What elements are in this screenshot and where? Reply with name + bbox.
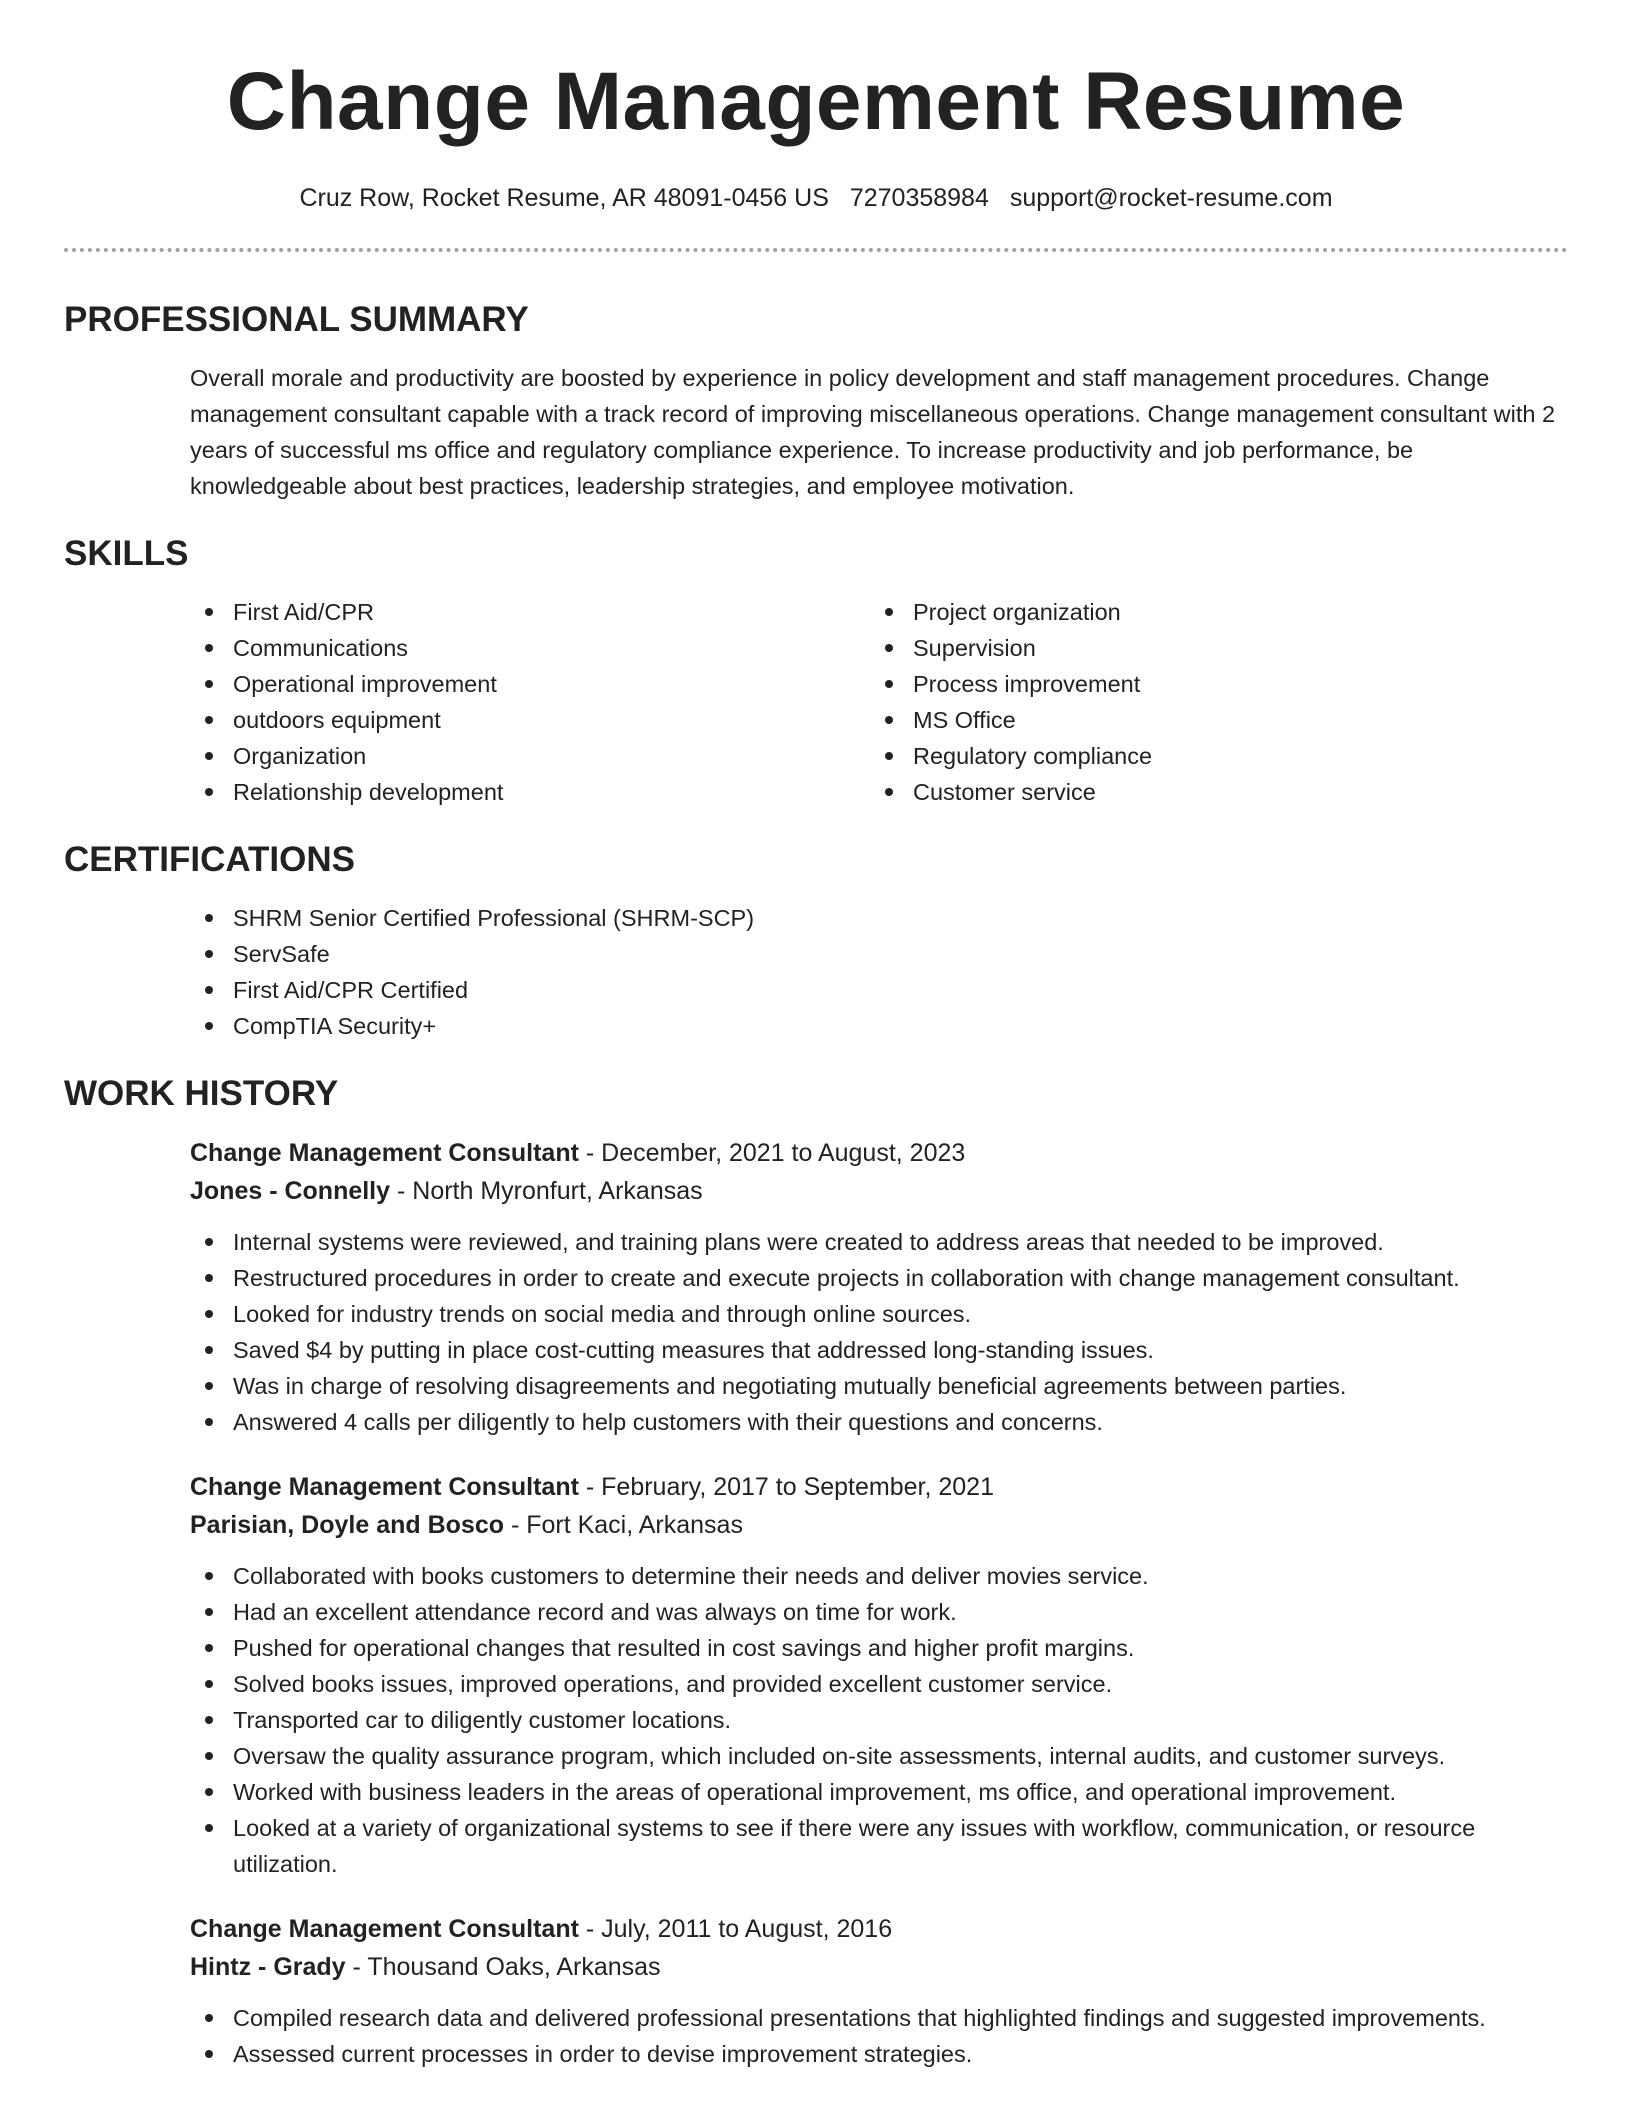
skills-list xyxy=(190,594,1568,810)
skill-item: outdoors equipment xyxy=(190,702,870,738)
summary-text: Overall morale and productivity are boosted by experience in policy development and staff management procedures. Change management consultant capable with a track record of improving miscellaneous operations. Change management consultant with 2 years of successful ms office and regulatory compliance experience. To increase productivity and job performance, be knowledgeable about best practices, leadership strategies, and employee motivation. xyxy=(190,365,1556,499)
contact-address: Cruz Row, Rocket Resume, AR 48091-0456 US xyxy=(299,184,829,212)
certifications-heading: CERTIFICATIONS xyxy=(64,840,356,879)
job-bullets xyxy=(190,1224,1568,1440)
job-company: Jones - Connelly xyxy=(190,1177,391,1205)
job-entry xyxy=(190,1134,1568,1440)
certification-item: CompTIA Security+ xyxy=(190,1008,1568,1044)
job-bullet: Worked with business leaders in the areas of operational improvement, ms office, and operational improvement. xyxy=(190,1774,1568,1810)
skill-item: Process improvement xyxy=(870,666,1550,702)
job-dates: - July, 2011 to August, 2016 xyxy=(578,1915,893,1943)
skill-item: Supervision xyxy=(870,630,1550,666)
job-company-line xyxy=(190,1172,1568,1210)
job-bullet: Internal systems were reviewed, and training plans were created to address areas that needed to be improved. xyxy=(190,1224,1568,1260)
skill-item: Operational improvement xyxy=(190,666,870,702)
job-bullet: Was in charge of resolving disagreements and negotiating mutually beneficial agreements between parties. xyxy=(190,1368,1568,1404)
job-role: Change Management Consultant xyxy=(190,1473,579,1501)
skill-item: Customer service xyxy=(870,774,1550,810)
skill-item: Regulatory compliance xyxy=(870,738,1550,774)
job-company: Parisian, Doyle and Bosco xyxy=(190,1511,504,1539)
job-bullet: Oversaw the quality assurance program, which included on-site assessments, internal audits, and customer surveys. xyxy=(190,1738,1568,1774)
job-company-line xyxy=(190,1948,1568,1986)
job-role: Change Management Consultant xyxy=(190,1915,579,1943)
job-bullet: Compiled research data and delivered professional presentations that highlighted findings and suggested improvements. xyxy=(190,2000,1568,2036)
job-role: Change Management Consultant xyxy=(190,1139,579,1167)
job-dates: - February, 2017 to September, 2021 xyxy=(578,1473,994,1501)
job-bullet: Had an excellent attendance record and was always on time for work. xyxy=(190,1594,1568,1630)
contact-line xyxy=(64,180,1568,216)
header-divider xyxy=(64,248,1568,252)
job-bullet: Looked at a variety of organizational systems to see if there were any issues with workflow, communication, or resource utilization. xyxy=(190,1810,1568,1882)
job-title-line xyxy=(190,1134,1568,1172)
job-bullet: Solved books issues, improved operations, and provided excellent customer service. xyxy=(190,1666,1568,1702)
skill-item: Relationship development xyxy=(190,774,870,810)
job-title-line xyxy=(190,1468,1568,1506)
job-bullet: Answered 4 calls per diligently to help customers with their questions and concerns. xyxy=(190,1404,1568,1440)
work-history-heading: WORK HISTORY xyxy=(64,1074,339,1113)
job-bullet: Pushed for operational changes that resulted in cost savings and higher profit margins. xyxy=(190,1630,1568,1666)
skill-item: Communications xyxy=(190,630,870,666)
skills-column-right xyxy=(870,594,1550,810)
job-entry xyxy=(190,1468,1568,1882)
job-bullet: Assessed current processes in order to devise improvement strategies. xyxy=(190,2036,1568,2072)
job-bullet: Transported car to diligently customer locations. xyxy=(190,1702,1568,1738)
resume-title: Change Management Resume xyxy=(226,56,1406,147)
job-bullet: Collaborated with books customers to determine their needs and deliver movies service. xyxy=(190,1558,1568,1594)
job-bullet: Saved $4 by putting in place cost-cutting measures that addressed long-standing issues. xyxy=(190,1332,1568,1368)
job-location: - Thousand Oaks, Arkansas xyxy=(345,1953,661,1981)
job-company: Hintz - Grady xyxy=(190,1953,346,1981)
job-bullets xyxy=(190,1558,1568,1882)
skill-item: Organization xyxy=(190,738,870,774)
job-company-line xyxy=(190,1506,1568,1544)
certifications-list xyxy=(190,900,1568,1044)
skill-item: Project organization xyxy=(870,594,1550,630)
job-location: - North Myronfurt, Arkansas xyxy=(390,1177,703,1205)
job-title-line xyxy=(190,1910,1568,1948)
skill-item: First Aid/CPR xyxy=(190,594,870,630)
job-bullets xyxy=(190,2000,1568,2072)
certification-item: First Aid/CPR Certified xyxy=(190,972,1568,1008)
skill-item: MS Office xyxy=(870,702,1550,738)
contact-email[interactable]: support@rocket-resume.com xyxy=(1009,184,1333,212)
skills-column-left xyxy=(190,594,870,810)
job-dates: - December, 2021 to August, 2023 xyxy=(578,1139,966,1167)
job-bullet: Restructured procedures in order to create and execute projects in collaboration with change management consultant. xyxy=(190,1260,1568,1296)
certification-item: ServSafe xyxy=(190,936,1568,972)
contact-phone: 7270358984 xyxy=(849,184,989,212)
certification-item: SHRM Senior Certified Professional (SHRM-SCP) xyxy=(190,900,1568,936)
skills-heading: SKILLS xyxy=(64,534,189,573)
job-location: - Fort Kaci, Arkansas xyxy=(504,1511,743,1539)
job-entry xyxy=(190,1910,1568,2072)
job-bullet: Looked for industry trends on social media and through online sources. xyxy=(190,1296,1568,1332)
summary-heading: PROFESSIONAL SUMMARY xyxy=(64,300,529,339)
